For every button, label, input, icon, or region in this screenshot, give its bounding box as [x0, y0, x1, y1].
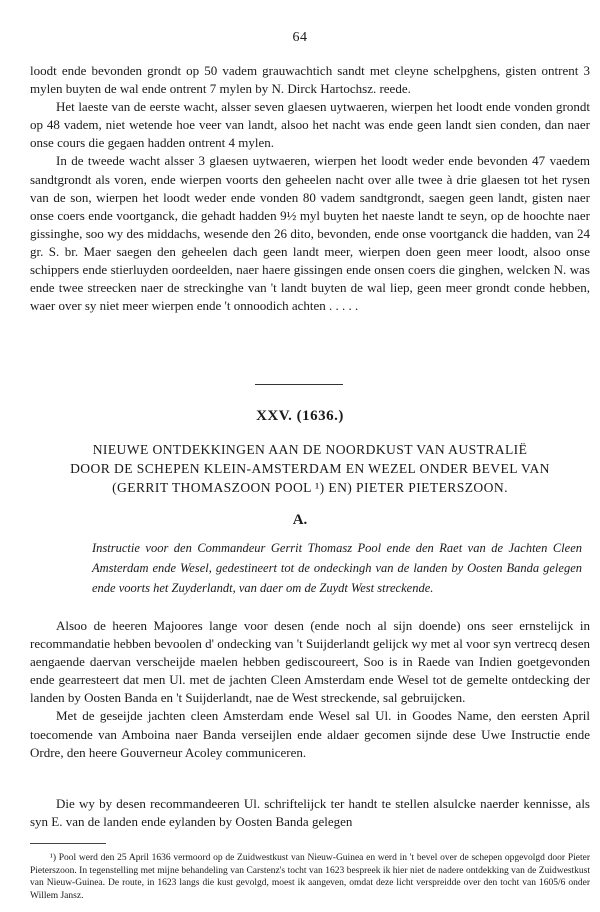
footnote-rule: [30, 843, 106, 844]
section-letter: A.: [292, 512, 308, 528]
instruction-summary: Instructie voor den Commandeur Gerrit Thomasz Pool ende den Raet van de Jachten Cleen Amsterdam ende Wesel, gedestineert tot de ondeckingh van de landen by Oosten Banda gelegen ende voorts het Zuyderlandt, van daer om de Zuydt West streckende.: [92, 541, 582, 595]
section-divider: [255, 384, 343, 385]
chapter-heading: [30, 440, 590, 497]
paragraph: loodt ende bevonden grondt op 50 vadem grauwachtich sandt met cleyne schelpghens, gisten ontrent 3 mylen buyten de wal ende ontrent 7 mylen by N. Dirck Hartochsz. reede.: [30, 63, 590, 97]
paragraph: Die wy by desen recommandeeren Ul. schriftelijck ter handt te stellen alsulcke naerder kennisse, als syn E. van de landen ende eylanden by Oosten Banda gelegen: [30, 796, 590, 830]
page-number: 64: [292, 30, 308, 45]
section-title: XXV. (1636.): [256, 408, 344, 424]
heading-line: NIEUWE ONTDEKKINGEN AAN DE NOORDKUST VAN AUSTRALIË: [92, 442, 528, 457]
heading-line: DOOR DE SCHEPEN KLEIN-AMSTERDAM EN WEZEL ONDER BEVEL VAN: [70, 461, 550, 476]
footnote: ¹) Pool werd den 25 April 1636 vermoord op de Zuidwestkust van Nieuw-Guinea en werd in 't bevel over de schepen opgevolgd door Pieter Pieterszoon. In tegenstelling met mijne behandeling van Carstenz's tocht van 1623 bespreek ik hier niet de nadere ontdekking van de Zuidwestkust van Nieuw-Guinea. De route, in 1623 langs die kust gevolgd, moest ik aangeven, omdat deze licht verspreidde over den tocht van 1605/6 onder Willem Jansz.: [30, 853, 590, 901]
paragraph: In de tweede wacht alsser 3 glaesen uytwaeren, wierpen het loodt weder ende bevonden 47 vaedem sandtgrondt als voren, ende wierpen voorts den geheelen nacht over alle twee à drie glaesen tot het rysen van de son, wierpen het loodt weder ende vonden 80 vadem sandtgrondt, saegen geen landt, gisten naer onse coers ende voortganck, die gehadt hadden 9½ myl buyten het naeste landt te seyn, op de hoochte naer gissinghe, soo wy des middachs, wesende den 26 dito, bevonden, ende onse voortganck die hadden, van 24 gr. S. br. Maer saegen den geheelen dach geen landt meer, wierpen doen geen meer loodt, alsoo onse schippers ende stierluyden oordeelden, naer haere gissingen ende onsen coers die ginghen, welcken N. was ende twee streecken naer de streckinghe van 't landt buyten de wal liep, geen meer grondt conde hebben, waer over sy niet meer wierpen ende 't onnoodich achten . . . . .: [30, 153, 590, 314]
paragraph: Alsoo de heeren Majoores lange voor desen (ende noch al sijn doende) ons seer ernstelijck in recommandatie hebben bevoolen d' ondecking van 't Suijderlandt gelijck wy met al voor syn vertrecq desen aengaende daervan verscheijde maelen hebben gediscoureert, Soo is in Raede van Indien goetgevonden ende gearresteert dat men Ul. met de jachten Cleen Amsterdam ende Wesel tot de gemelte ontdecking der landen by Oosten Banda en 't Suijderlandt, nae de West streckende, sal gebruijcken.: [30, 618, 590, 706]
body-text-block-1: [30, 62, 590, 315]
body-text-block-3: [30, 795, 590, 831]
body-text-block-2: [30, 617, 590, 762]
paragraph: Het laeste van de eerste wacht, alsser seven glaesen uytwaeren, wierpen het loodt ende vonden grondt op 48 vadem, niet wetende hoe veer van landt, alsoo het nacht was ende geen landt sien conden, dan naer onse cours die gegaen hadden ontrent 4 mylen.: [30, 99, 590, 151]
paragraph: Met de geseijde jachten cleen Amsterdam ende Wesel sal Ul. in Goodes Name, den eersten April toecomende van Amboina naer Banda verseijlen ende aldaer gecomen sijnde dese Uwe Instructie ende Ordre, den heere Gouverneur Acoley communiceren.: [30, 708, 590, 760]
heading-line: (GERRIT THOMASZOON POOL ¹) EN) PIETER PIETERSZOON.: [112, 480, 508, 495]
